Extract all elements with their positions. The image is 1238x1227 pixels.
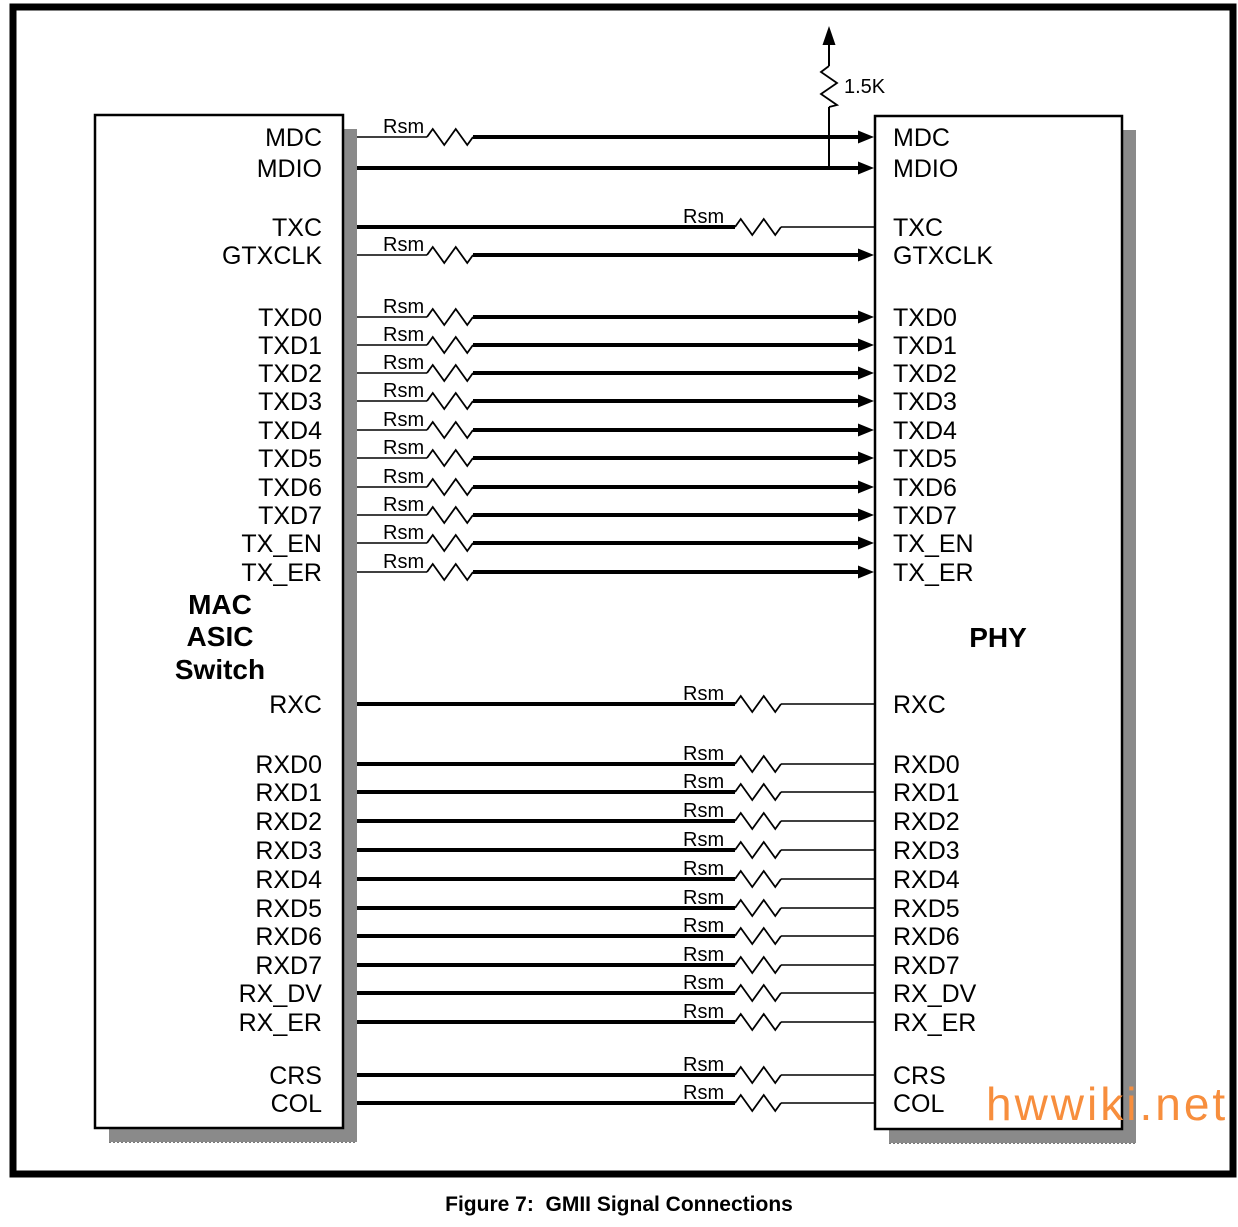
series-resistor-icon-txd4 <box>427 422 473 438</box>
resistor-label-txc: Rsm <box>683 206 725 228</box>
signal-row-rxd1 <box>255 771 959 807</box>
mac-pin-label-txd3: TXD3 <box>258 388 322 416</box>
series-resistor-icon-rxd1 <box>735 784 781 800</box>
signal-row-txd7 <box>258 494 957 530</box>
resistor-label-gtxclk: Rsm <box>383 234 425 256</box>
series-resistor-icon-rxd7 <box>735 957 781 973</box>
series-resistor-icon-txd5 <box>427 450 473 466</box>
series-resistor-icon-rxd6 <box>735 928 781 944</box>
mac-title-line2: ASIC <box>186 621 254 652</box>
arrowhead-icon-txd1 <box>858 339 874 352</box>
series-resistor-icon-col <box>735 1095 781 1111</box>
phy-pin-label-txd3: TXD3 <box>893 388 957 416</box>
phy-pin-label-rxc: RXC <box>893 691 946 719</box>
mac-pin-label-txc: TXC <box>272 214 322 242</box>
phy-pin-label-txd6: TXD6 <box>893 474 957 502</box>
resistor-label-txd3: Rsm <box>383 380 425 402</box>
resistor-label-rxc: Rsm <box>683 683 725 705</box>
resistor-label-tx_er: Rsm <box>383 551 425 573</box>
arrowhead-icon-txd0 <box>858 311 874 324</box>
resistor-label-rx_er: Rsm <box>683 1001 725 1023</box>
signal-row-txd4 <box>258 409 957 445</box>
series-resistor-icon-rxd2 <box>735 813 781 829</box>
mac-pin-label-rxd5: RXD5 <box>255 895 322 923</box>
arrowhead-icon-txd5 <box>858 452 874 465</box>
phy-pin-label-rx_er: RX_ER <box>893 1009 977 1037</box>
phy-pin-label-rxd0: RXD0 <box>893 751 960 779</box>
mac-pin-label-rxd6: RXD6 <box>255 923 322 951</box>
signal-row-rxd7 <box>255 944 959 980</box>
resistor-label-col: Rsm <box>683 1082 725 1104</box>
series-resistor-icon-crs <box>735 1067 781 1083</box>
phy-pin-label-col: COL <box>893 1090 945 1118</box>
arrowhead-icon-tx_en <box>858 537 874 550</box>
arrowhead-icon-txd3 <box>858 395 874 408</box>
mac-pin-label-crs: CRS <box>269 1062 322 1090</box>
mac-pin-label-rxd2: RXD2 <box>255 808 322 836</box>
phy-pin-label-txd4: TXD4 <box>893 417 957 445</box>
arrowhead-icon-txd2 <box>858 367 874 380</box>
mac-title-line1: MAC <box>188 589 252 620</box>
series-resistor-icon-rx_dv <box>735 985 781 1001</box>
signal-row-rxd2 <box>255 800 959 836</box>
series-resistor-icon-gtxclk <box>427 247 473 263</box>
mac-pin-label-col: COL <box>270 1090 322 1118</box>
series-resistor-icon-txd3 <box>427 393 473 409</box>
signal-row-txd6 <box>258 466 957 502</box>
resistor-label-txd2: Rsm <box>383 352 425 374</box>
phy-pin-label-tx_er: TX_ER <box>893 559 974 587</box>
signal-row-rxd6 <box>255 915 959 951</box>
phy-pin-label-rxd2: RXD2 <box>893 808 960 836</box>
arrowhead-icon-mdc <box>858 131 874 144</box>
series-resistor-icon-txd2 <box>427 365 473 381</box>
mac-pin-label-rxd1: RXD1 <box>255 779 322 807</box>
mac-pin-label-gtxclk: GTXCLK <box>221 242 322 270</box>
series-resistor-icon-rx_er <box>735 1014 781 1030</box>
pullup-resistor-icon <box>821 66 837 107</box>
phy-pin-label-txd5: TXD5 <box>893 445 957 473</box>
mac-pin-label-tx_er: TX_ER <box>241 559 322 587</box>
series-resistor-icon-rxc <box>735 696 781 712</box>
phy-pin-label-rx_dv: RX_DV <box>893 980 977 1008</box>
mac-pin-label-txd5: TXD5 <box>258 445 322 473</box>
resistor-label-rxd7: Rsm <box>683 944 725 966</box>
signal-row-rxc <box>269 683 946 719</box>
arrowhead-icon-txd6 <box>858 481 874 494</box>
phy-pin-label-txd0: TXD0 <box>893 304 957 332</box>
mac-pin-label-txd7: TXD7 <box>258 502 322 530</box>
resistor-label-rxd1: Rsm <box>683 771 725 793</box>
arrowhead-icon-txd4 <box>858 424 874 437</box>
signal-row-mdio <box>257 155 959 183</box>
signal-row-txd3 <box>258 380 957 416</box>
signal-row-txd2 <box>258 352 957 388</box>
phy-pin-label-txd1: TXD1 <box>893 332 957 360</box>
signal-row-crs <box>269 1054 946 1090</box>
resistor-label-txd0: Rsm <box>383 296 425 318</box>
signal-row-rxd3 <box>255 829 959 865</box>
phy-pin-label-rxd6: RXD6 <box>893 923 960 951</box>
phy-pin-label-mdc: MDC <box>893 124 950 152</box>
series-resistor-icon-txc <box>735 219 781 235</box>
phy-pin-label-txc: TXC <box>893 214 943 242</box>
phy-pin-label-rxd5: RXD5 <box>893 895 960 923</box>
mac-pin-label-mdio: MDIO <box>256 155 322 183</box>
phy-pin-label-mdio: MDIO <box>893 155 959 183</box>
mac-pin-label-txd2: TXD2 <box>258 360 322 388</box>
power-arrow-icon <box>823 26 836 45</box>
phy-pin-label-txd2: TXD2 <box>893 360 957 388</box>
signal-row-txd0 <box>258 296 957 332</box>
signal-row-col <box>271 1082 945 1118</box>
mac-pin-label-rxd4: RXD4 <box>255 866 322 894</box>
series-resistor-icon-txd0 <box>427 309 473 325</box>
signal-row-txc <box>272 206 943 242</box>
arrowhead-icon-tx_er <box>858 566 874 579</box>
resistor-label-mdc: Rsm <box>383 116 425 138</box>
resistor-label-rxd4: Rsm <box>683 858 725 880</box>
resistor-label-rxd6: Rsm <box>683 915 725 937</box>
mac-pin-label-rxd3: RXD3 <box>255 837 322 865</box>
resistor-label-txd5: Rsm <box>383 437 425 459</box>
mac-pin-label-rx_er: RX_ER <box>238 1009 322 1037</box>
resistor-label-crs: Rsm <box>683 1054 725 1076</box>
mac-pin-label-tx_en: TX_EN <box>241 530 322 558</box>
arrowhead-icon-mdio <box>858 162 874 175</box>
resistor-label-rx_dv: Rsm <box>683 972 725 994</box>
phy-pin-label-tx_en: TX_EN <box>893 530 974 558</box>
phy-pin-label-rxd7: RXD7 <box>893 952 960 980</box>
mac-pin-label-rxd0: RXD0 <box>255 751 322 779</box>
series-resistor-icon-rxd0 <box>735 756 781 772</box>
phy-pin-label-crs: CRS <box>893 1062 946 1090</box>
mac-pin-label-txd4: TXD4 <box>258 417 322 445</box>
series-resistor-icon-rxd5 <box>735 900 781 916</box>
phy-pin-label-txd7: TXD7 <box>893 502 957 530</box>
arrowhead-icon-txd7 <box>858 509 874 522</box>
resistor-label-rxd0: Rsm <box>683 743 725 765</box>
series-resistor-icon-mdc <box>427 129 473 145</box>
series-resistor-icon-txd1 <box>427 337 473 353</box>
series-resistor-icon-rxd3 <box>735 842 781 858</box>
resistor-label-txd4: Rsm <box>383 409 425 431</box>
signal-row-rxd4 <box>255 858 959 894</box>
mac-pin-label-rxc: RXC <box>269 691 322 719</box>
signal-row-rxd5 <box>255 887 959 923</box>
pullup-value-label: 1.5K <box>844 76 886 98</box>
mac-title-line3: Switch <box>174 654 266 685</box>
phy-title: PHY <box>969 622 1027 653</box>
phy-pin-label-rxd4: RXD4 <box>893 866 960 894</box>
mac-pin-label-txd6: TXD6 <box>258 474 322 502</box>
signal-row-txd5 <box>258 437 957 473</box>
signal-row-rxd0 <box>255 743 959 779</box>
phy-pin-label-gtxclk: GTXCLK <box>893 242 994 270</box>
resistor-label-rxd5: Rsm <box>683 887 725 909</box>
mac-pin-label-txd1: TXD1 <box>258 332 322 360</box>
phy-pin-label-rxd3: RXD3 <box>893 837 960 865</box>
series-resistor-icon-txd7 <box>427 507 473 523</box>
series-resistor-icon-tx_er <box>427 564 473 580</box>
watermark: hwwiki.net <box>986 1078 1229 1130</box>
resistor-label-rxd2: Rsm <box>683 800 725 822</box>
mac-pin-label-mdc: MDC <box>265 124 322 152</box>
signal-row-txd1 <box>258 324 957 360</box>
series-resistor-icon-txd6 <box>427 479 473 495</box>
resistor-label-rxd3: Rsm <box>683 829 725 851</box>
resistor-label-txd7: Rsm <box>383 494 425 516</box>
signal-row-mdc <box>265 116 950 152</box>
mac-pin-label-txd0: TXD0 <box>258 304 322 332</box>
series-resistor-icon-rxd4 <box>735 871 781 887</box>
resistor-label-tx_en: Rsm <box>383 522 425 544</box>
series-resistor-icon-tx_en <box>427 535 473 551</box>
phy-pin-label-rxd1: RXD1 <box>893 779 960 807</box>
mac-pin-label-rx_dv: RX_DV <box>238 980 322 1008</box>
arrowhead-icon-gtxclk <box>858 249 874 262</box>
resistor-label-txd1: Rsm <box>383 324 425 346</box>
resistor-label-txd6: Rsm <box>383 466 425 488</box>
mac-pin-label-rxd7: RXD7 <box>255 952 322 980</box>
figure-caption: Figure 7: GMII Signal Connections <box>445 1193 793 1216</box>
